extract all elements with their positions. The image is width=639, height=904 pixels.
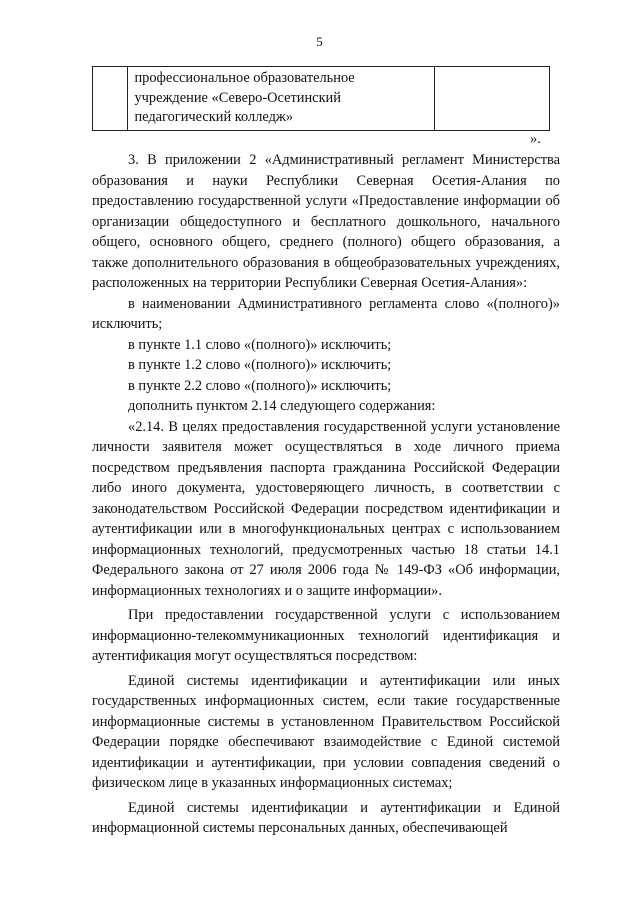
paragraph-identification: При предоставлении государственной услуги с использованием информационно-телекоммуникационных технологий идентификация и аутентификация могут осуществляться посредством:	[92, 607, 560, 664]
paragraph-title-change: в наименовании Административного регламента слово «(полного)» исключить;	[92, 295, 560, 332]
paragraph-appendix-2: 3. В приложении 2 «Административный регламент Министерства образования и науки Республики Северная Осетия-Алания по предоставлению государственной услуги «Предоставление информации об организации общедоступного и бесплатного дошкольного, начального общего, основного общего, среднего (полного) общего образования, а также дополнительного образования в общеобразовательных учреждениях, расположенных на территории Республики Северная Осетия-Алания»:	[92, 152, 560, 291]
table-cell-empty	[435, 67, 550, 131]
paragraph-esia-ebs: Единой системы идентификации и аутентификации и Единой информационной системы персональных данных, обеспечивающей	[92, 799, 560, 836]
table-row	[93, 67, 550, 131]
paragraph-2-14: «2.14. В целях предоставления государственной услуги установление личности заявителя может осуществляться в ходе личного приема посредством предъявления паспорта гражданина Российской Федерации либо иного документа, удостоверяющего личность, в соответствии с законодательством Российской Федерации посредством идентификации и аутентификации или в многофункциональных центрах с использованием информационных технологий, предусмотренных частью 18 статьи 14.1 Федерального закона от 27 июля 2006 года № 149-ФЗ «Об информации, информационных технологиях и о защите информации».	[92, 418, 560, 599]
closing-quote: ».	[530, 131, 541, 147]
paragraph-item-2-2: в пункте 2.2 слово «(полного)» исключить;	[128, 377, 392, 394]
paragraph-esia: Единой системы идентификации и аутентификации или иных государственных информационных систем, если такие государственные информационные системы в установленном Правительством Российской Федерации порядке обеспечивают взаимодействие с Единой системой идентификации и аутентификации, при условии совпадения сведений о физическом лице в указанных информационных системах;	[92, 672, 560, 791]
paragraph-item-1-1: в пункте 1.1 слово «(полного)» исключить;	[128, 336, 392, 353]
table-cell-organization: профессиональное образовательное учреждение «Северо-Осетинский педагогический колледж»	[128, 67, 435, 131]
page-number: 5	[316, 34, 323, 49]
organization-table	[92, 66, 550, 131]
document-body	[92, 150, 560, 839]
paragraph-add-2-14: дополнить пунктом 2.14 следующего содержания:	[128, 398, 436, 414]
paragraph-item-1-2: в пункте 1.2 слово «(полного)» исключить;	[128, 357, 392, 373]
table-cell-number	[93, 67, 128, 131]
